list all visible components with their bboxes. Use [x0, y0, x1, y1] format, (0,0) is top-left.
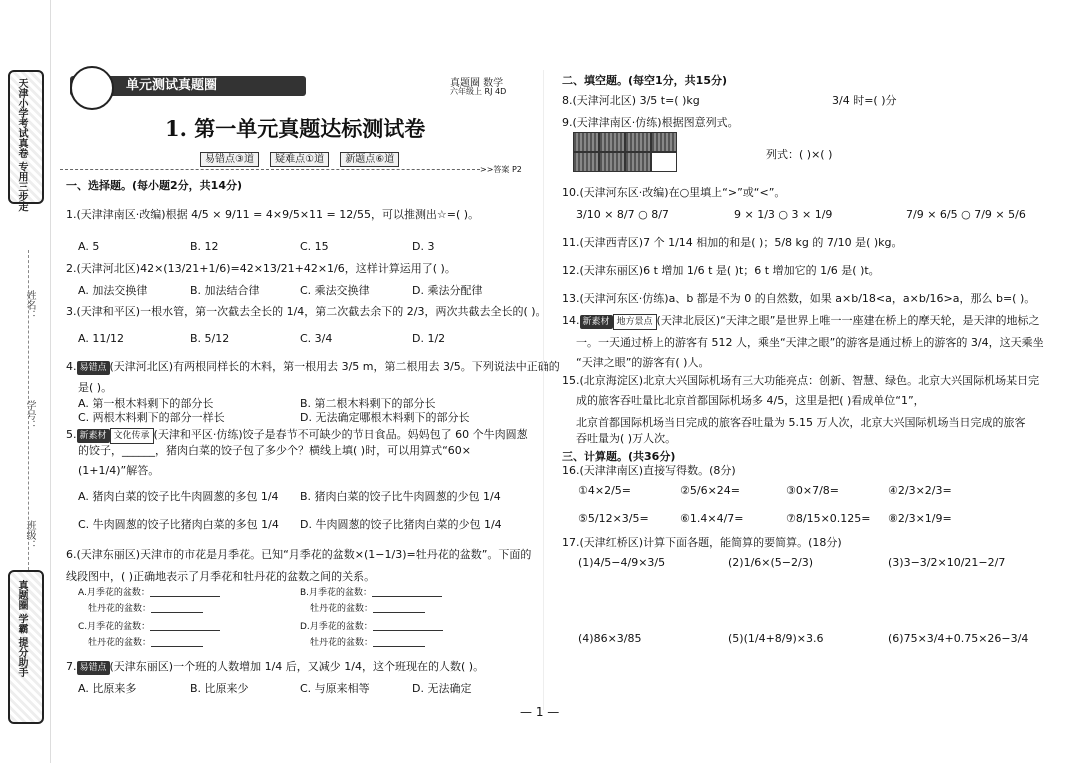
q2: 2.(天津河北区)42×(13/21+1/6)=42×13/21+42×1/6，这样计算运用了( )。	[66, 262, 456, 275]
q13: 13.(天津河东区·仿练)a、b 都是不为 0 的自然数，如果 a×b/18<a，a×b/16>a，那么 b=( )。	[562, 292, 1036, 305]
q2-opt-d: D. 乘法分配律	[412, 284, 483, 297]
q4-text: (天津河北区)有两根同样长的木料，第一根用去 3/5 m，第二根用去 3/5。下列说法中正确的	[109, 360, 560, 373]
column-divider	[543, 70, 544, 710]
cut-line	[28, 250, 29, 570]
q3-opt-c: C. 3/4	[300, 332, 333, 345]
page-title: 1. 第一单元真题达标测试卷	[165, 116, 426, 141]
q7-opt-d: D. 无法确定	[412, 682, 472, 695]
tag-hard: 疑难点①道	[270, 152, 329, 167]
q4-cont: 是( )。	[78, 381, 113, 394]
sidebar-bottom-text: 真题圈 学霸 提分助手	[16, 580, 27, 677]
q10-item-1: 3/10 × 8/7 ○ 8/7	[576, 208, 669, 221]
q2-opt-c: C. 乘法交换律	[300, 284, 370, 297]
q9: 9.(天津津南区·仿练)根据图意列式。	[562, 116, 739, 129]
q10-item-2: 9 × 1/3 ○ 3 × 1/9	[734, 208, 833, 221]
q15-cont: 成的旅客吞吐量比北京首都国际机场多 4/5，这里是把( )看成单位“1”，	[576, 394, 925, 407]
q3-opt-a: A. 11/12	[78, 332, 125, 345]
name-field-label: 姓名：	[24, 290, 35, 320]
q6-a-peony: 牡丹花的盆数：	[88, 602, 203, 616]
q8b: 3/4 时=( )分	[832, 94, 897, 107]
q10: 10.(天津河东区·改编)在○里填上“>”或“<”。	[562, 186, 786, 199]
q4-opt-c: C. 两根木料剩下的部分一样长	[78, 411, 225, 424]
q14-cont2: “天津之眼”的游客有( )人。	[576, 356, 710, 369]
q4-tag: 易错点	[77, 361, 110, 375]
q16-item-3: ③0×7/8=	[786, 484, 839, 497]
q1-opt-d: D. 3	[412, 240, 435, 253]
q5-tag2: 文化传承	[110, 428, 154, 444]
q17-item-1: (1)4/5−4/9×3/5	[578, 556, 666, 569]
q3: 3.(天津和平区)一根水管，第一次截去全长的 1/4，第二次截去余下的 2/3，两次共截去全长的( )。	[66, 305, 547, 318]
q6-b: B.月季花的盆数：	[300, 586, 442, 600]
banner: 单元测试真题圈	[70, 76, 306, 96]
q14-tag: 新素材	[580, 315, 613, 329]
q1-opt-a: A. 5	[78, 240, 100, 253]
q5-text: (天津和平区·仿练)饺子是春节不可缺少的节日食品。妈妈包了 60 个牛肉圆葱	[153, 428, 528, 441]
tag-new: 新题点⑥道	[340, 152, 399, 167]
q7: 7. 易错点 (天津东丽区)一个班的人数增加 1/4 后，又减少 1/4，这个班现在的人数( )。	[66, 660, 485, 673]
q2-opt-a: A. 加法交换律	[78, 284, 148, 297]
q16-item-2: ②5/6×24=	[680, 484, 740, 497]
q7-text: (天津东丽区)一个班的人数增加 1/4 后，又减少 1/4，这个班现在的人数( )。	[109, 660, 485, 673]
q5-opt-b: B. 猪肉白菜的饺子比牛肉圆葱的少包 1/4	[300, 490, 501, 503]
q5: 5. 新素材 文化传承 (天津和平区·仿练)饺子是春节不可缺少的节日食品。妈妈包了 60 个牛肉圆葱	[66, 428, 528, 444]
q15-cont2: 北京首都国际机场当日完成的旅客吞吐量为 5.15 万人次，北京大兴国际机场当日完成的旅客	[576, 416, 1026, 429]
q6: 6.(天津东丽区)天津市的市花是月季花。已知“月季花的盆数×(1−1/3)=牡丹花的盆数”。下面的	[66, 548, 532, 561]
q12: 12.(天津东丽区)6 t 增加 1/6 t 是( )t；6 t 增加它的 1/6 是( )t。	[562, 264, 880, 277]
tag-row	[200, 150, 407, 165]
q4-opt-a: A. 第一根木料剩下的部分长	[78, 397, 214, 410]
q1-opt-c: C. 15	[300, 240, 329, 253]
q6-d-peony: 牡丹花的盆数：	[310, 636, 425, 650]
q17-item-5: (5)(1/4+8/9)×3.6	[728, 632, 824, 645]
grade-label: 六年级上 RJ 4D	[450, 87, 507, 96]
q5-cont2: (1+1/4)”解答。	[78, 464, 160, 477]
q7-tag: 易错点	[77, 661, 110, 675]
page-number: — 1 —	[520, 705, 560, 719]
q16-item-5: ⑤5/12×3/5=	[578, 512, 649, 525]
q7-opt-a: A. 比原来多	[78, 682, 137, 695]
q17-item-3: (3)3−3/2×10/21−2/7	[888, 556, 1006, 569]
q6-d: D.月季花的盆数：	[300, 620, 443, 634]
divider	[60, 169, 480, 170]
q11: 11.(天津西青区)7 个 1/14 相加的和是( )；5/8 kg 的 7/10 是( )kg。	[562, 236, 903, 249]
q6-a: A.月季花的盆数：	[78, 586, 220, 600]
q6-c: C.月季花的盆数：	[78, 620, 220, 634]
q5-opt-d: D. 牛肉圆葱的饺子比猪肉白菜的少包 1/4	[300, 518, 502, 531]
q5-opt-a: A. 猪肉白菜的饺子比牛肉圆葱的多包 1/4	[78, 490, 279, 503]
q16-item-1: ①4×2/5=	[578, 484, 631, 497]
q4-opt-b: B. 第二根木料剩下的部分长	[300, 397, 436, 410]
class-field-label: 班级：	[24, 520, 35, 550]
q16-item-7: ⑦8/15×0.125=	[786, 512, 871, 525]
answer-ref: >>答案 P2	[480, 165, 522, 174]
q5-opt-c: C. 牛肉圆葱的饺子比猪肉白菜的多包 1/4	[78, 518, 279, 531]
q17-item-4: (4)86×3/85	[578, 632, 642, 645]
q9-formula: 列式：( )×( )	[766, 148, 833, 161]
section-choice: 一、选择题。(每小题2分，共14分)	[66, 179, 243, 192]
q14-cont: 一。一天通过桥上的游客有 512 人，乘坐“天津之眼”的游客是通过桥上的游客的 3/4，这天乘坐	[576, 336, 1044, 349]
q4: 4. 易错点 (天津河北区)有两根同样长的木料，第一根用去 3/5 m，第二根用去 3/5。下列说法中正确的	[66, 360, 560, 373]
q7-opt-c: C. 与原来相等	[300, 682, 370, 695]
q5-tag: 新素材	[77, 429, 110, 443]
sidebar-top-text: 天津小学考试真卷 专用三步走	[16, 78, 27, 212]
q16-item-4: ④2/3×2/3=	[888, 484, 952, 497]
q5-cont: 的饺子，______，猪肉白菜的饺子包了多少个？横线上填( )时，可以用算式“60×	[78, 444, 471, 457]
mascot-icon	[70, 66, 114, 110]
q14-text: (天津北辰区)“天津之眼”是世界上唯一一座建在桥上的摩天轮，是天津的地标之	[656, 314, 1040, 327]
q6-b-peony: 牡丹花的盆数：	[310, 602, 425, 616]
section-fill: 二、填空题。(每空1分，共15分)	[562, 74, 728, 87]
q8a: 8.(天津河北区) 3/5 t=( )kg	[562, 94, 700, 107]
section-calc: 三、计算题。(共36分)	[562, 450, 676, 463]
q15-cont3: 吞吐量为( )万人次。	[576, 432, 677, 445]
q4-opt-d: D. 无法确定哪根木料剩下的部分长	[300, 411, 470, 424]
q15: 15.(北京海淀区)北京大兴国际机场有三大功能亮点：创新、智慧、绿色。北京大兴国际机场某日完	[562, 374, 1040, 387]
q6-c-peony: 牡丹花的盆数：	[88, 636, 203, 650]
q17-item-6: (6)75×3/4+0.75×26−3/4	[888, 632, 1029, 645]
brand-label: 真题圈 数学	[450, 78, 504, 89]
q17-item-2: (2)1/6×(5−2/3)	[728, 556, 814, 569]
q10-item-3: 7/9 × 6/5 ○ 7/9 × 5/6	[906, 208, 1026, 221]
q3-opt-b: B. 5/12	[190, 332, 230, 345]
q2-opt-b: B. 加法结合律	[190, 284, 260, 297]
q1: 1.(天津津南区·改编)根据 4/5 × 9/11 = 4×9/5×11 = 12/55，可以推测出☆=( )。	[66, 208, 480, 221]
q16-item-6: ⑥1.4×4/7=	[680, 512, 744, 525]
tag-error: 易错点③道	[200, 152, 259, 167]
q14: 14. 新素材 地方景点 (天津北辰区)“天津之眼”是世界上唯一一座建在桥上的摩天轮，是天津的地标之	[562, 314, 1040, 330]
q7-opt-b: B. 比原来少	[190, 682, 249, 695]
id-field-label: 学号：	[24, 400, 35, 430]
q14-tag2: 地方景点	[613, 314, 657, 330]
q1-opt-b: B. 12	[190, 240, 219, 253]
q17: 17.(天津红桥区)计算下面各题，能简算的要简算。(18分)	[562, 536, 842, 549]
q3-opt-d: D. 1/2	[412, 332, 446, 345]
q9-figure	[573, 132, 677, 172]
q6-cont: 线段图中，( )正确地表示了月季花和牡丹花的盆数之间的关系。	[66, 570, 376, 583]
q16: 16.(天津津南区)直接写得数。(8分)	[562, 464, 736, 477]
q16-item-8: ⑧2/3×1/9=	[888, 512, 952, 525]
